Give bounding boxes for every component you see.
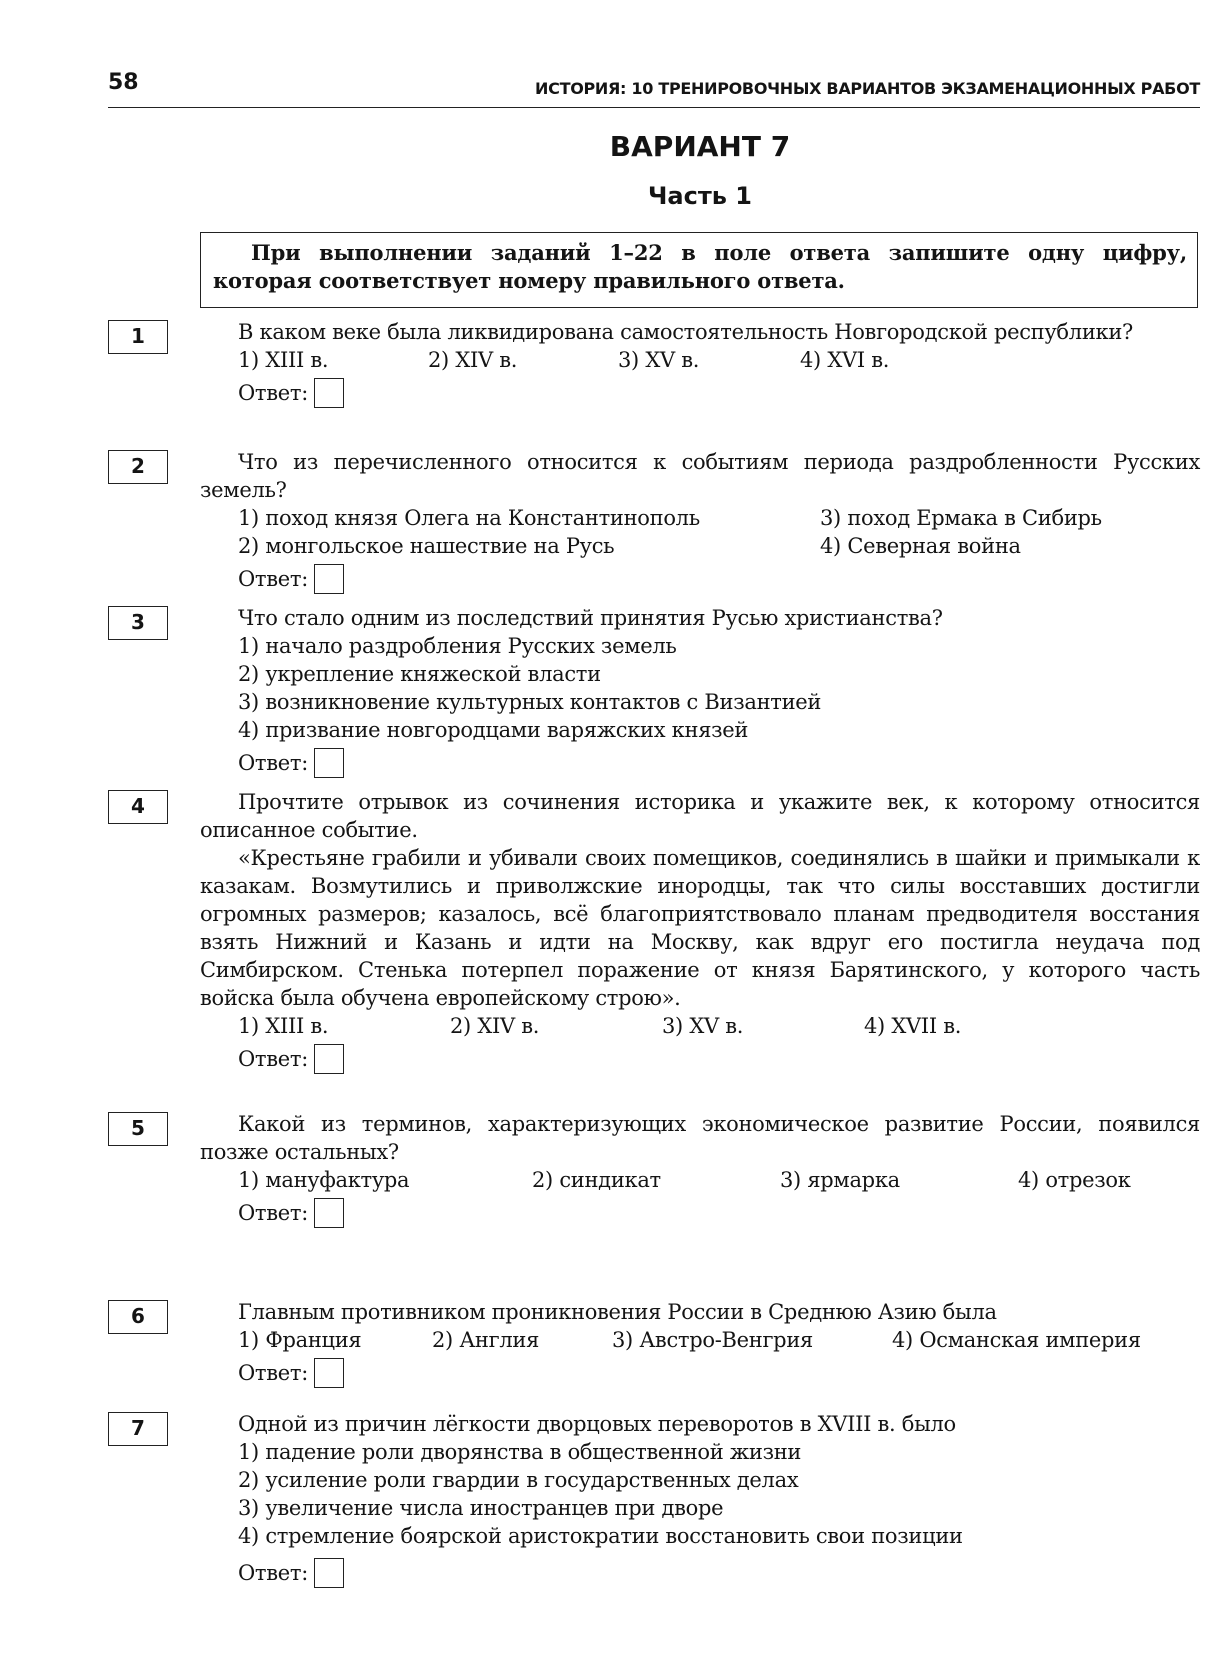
- option[interactable]: 1) Франция: [238, 1328, 362, 1352]
- option[interactable]: 4) стремление боярской аристократии восстановить свои позиции: [238, 1524, 963, 1548]
- option[interactable]: 3) Австро-Венгрия: [612, 1328, 813, 1352]
- answer-label: Ответ:: [238, 567, 308, 591]
- option[interactable]: 2) усиление роли гвардии в государственных делах: [238, 1468, 799, 1492]
- option[interactable]: 4) призвание новгородцами варяжских князей: [238, 718, 749, 742]
- question-text: Одной из причин лёгкости дворцовых переворотов в XVIII в. было: [238, 1412, 956, 1436]
- option[interactable]: 4) Северная война: [820, 534, 1021, 558]
- option[interactable]: 2) Англия: [432, 1328, 540, 1352]
- task-number: 4: [108, 790, 168, 824]
- answer-label: Ответ:: [238, 1561, 308, 1585]
- answer-box[interactable]: [314, 1044, 344, 1074]
- option[interactable]: 1) XIII в.: [238, 348, 329, 372]
- answer-label: Ответ:: [238, 1201, 308, 1225]
- answer-box[interactable]: [314, 378, 344, 408]
- answer-box[interactable]: [314, 748, 344, 778]
- option[interactable]: 4) XVI в.: [800, 348, 890, 372]
- option[interactable]: 3) ярмарка: [780, 1168, 900, 1192]
- page-header: [108, 60, 1200, 110]
- option[interactable]: 4) Османская империя: [892, 1328, 1141, 1352]
- option[interactable]: 1) мануфактура: [238, 1168, 410, 1192]
- task-number: 1: [108, 320, 168, 354]
- variant-title: ВАРИАНТ 7: [609, 130, 791, 163]
- option[interactable]: 2) монгольское нашествие на Русь: [238, 534, 615, 558]
- option[interactable]: 3) увеличение числа иностранцев при дворе: [238, 1496, 724, 1520]
- question-text: Главным противником проникновения России в Среднюю Азию была: [238, 1300, 997, 1324]
- instruction-box: [200, 232, 1198, 308]
- answer-row: [238, 1358, 1200, 1388]
- option[interactable]: 3) поход Ермака в Сибирь: [820, 506, 1102, 530]
- options-list: [238, 1438, 1200, 1550]
- task-number: 5: [108, 1112, 168, 1146]
- task-number: 6: [108, 1300, 168, 1334]
- answer-box[interactable]: [314, 1558, 344, 1588]
- answer-box[interactable]: [314, 1198, 344, 1228]
- answer-box[interactable]: [314, 564, 344, 594]
- running-title: ИСТОРИЯ: 10 ТРЕНИРОВОЧНЫХ ВАРИАНТОВ ЭКЗАМЕНАЦИОННЫХ РАБОТ: [535, 79, 1200, 98]
- question-text: В каком веке была ликвидирована самостоятельность Новгородской республики?: [238, 320, 1133, 344]
- answer-row: [238, 378, 1200, 408]
- option[interactable]: 3) возникновение культурных контактов с Византией: [238, 690, 822, 714]
- answer-row: [238, 1198, 1200, 1228]
- quote-text: «Крестьяне грабили и убивали своих помещиков, соединялись в шайки и примыкали к казакам. Возмутились и приволжские инородцы, так что силы восставших достигли огромных размеров; казалось, всё благоприятствовало планам предводителя восстания взять Нижний и Казань и идти на Москву, как вдруг его постигла неудача под Симбирском. Стенька потерпел поражение от князя Барятинского, у которого часть войска была обучена европейскому строю».: [200, 846, 1200, 1010]
- option[interactable]: 1) поход князя Олега на Константинополь: [238, 506, 700, 530]
- options-row: [238, 1326, 1200, 1354]
- task-number: 3: [108, 606, 168, 640]
- task-number: 7: [108, 1412, 168, 1446]
- option[interactable]: 1) начало раздробления Русских земель: [238, 634, 677, 658]
- option[interactable]: 4) отрезок: [1018, 1168, 1131, 1192]
- answer-label: Ответ:: [238, 1047, 308, 1071]
- answer-row: [238, 1558, 1200, 1588]
- option[interactable]: 4) XVII в.: [864, 1014, 962, 1038]
- option[interactable]: 2) XIV в.: [450, 1014, 540, 1038]
- answer-label: Ответ:: [238, 1361, 308, 1385]
- answer-label: Ответ:: [238, 751, 308, 775]
- answer-label: Ответ:: [238, 381, 308, 405]
- question-text: Прочтите отрывок из сочинения историка и укажите век, к которому относится описанное событие.: [200, 790, 1200, 842]
- option[interactable]: 2) укрепление княжеской власти: [238, 662, 601, 686]
- answer-row: [238, 564, 1200, 594]
- answer-box[interactable]: [314, 1358, 344, 1388]
- option[interactable]: 3) XV в.: [618, 348, 700, 372]
- question-text: Что стало одним из последствий принятия Русью христианства?: [238, 606, 943, 630]
- answer-row: [238, 748, 1200, 778]
- options-row: [238, 1166, 1200, 1194]
- options-list: [238, 632, 1200, 744]
- question-text: Какой из терминов, характеризующих экономическое развитие России, появился позже остальных?: [200, 1112, 1200, 1164]
- part-title: Часть 1: [648, 182, 752, 210]
- task-number: 2: [108, 450, 168, 484]
- page-number: 58: [108, 70, 139, 95]
- header-divider: [108, 107, 1200, 108]
- option[interactable]: 1) XIII в.: [238, 1014, 329, 1038]
- options-row: [238, 1012, 1200, 1040]
- options-row: [238, 346, 1200, 374]
- question-text: Что из перечисленного относится к событиям периода раздробленности Русских земель?: [200, 450, 1200, 502]
- instruction-text: При выполнении заданий 1–22 в поле ответа запишите одну цифру, которая соответствует номеру правильного ответа.: [213, 240, 1187, 293]
- options-grid: [238, 504, 1200, 560]
- option[interactable]: 2) синдикат: [532, 1168, 661, 1192]
- option[interactable]: 2) XIV в.: [428, 348, 518, 372]
- answer-row: [238, 1044, 1200, 1074]
- option[interactable]: 1) падение роли дворянства в общественной жизни: [238, 1440, 802, 1464]
- option[interactable]: 3) XV в.: [662, 1014, 744, 1038]
